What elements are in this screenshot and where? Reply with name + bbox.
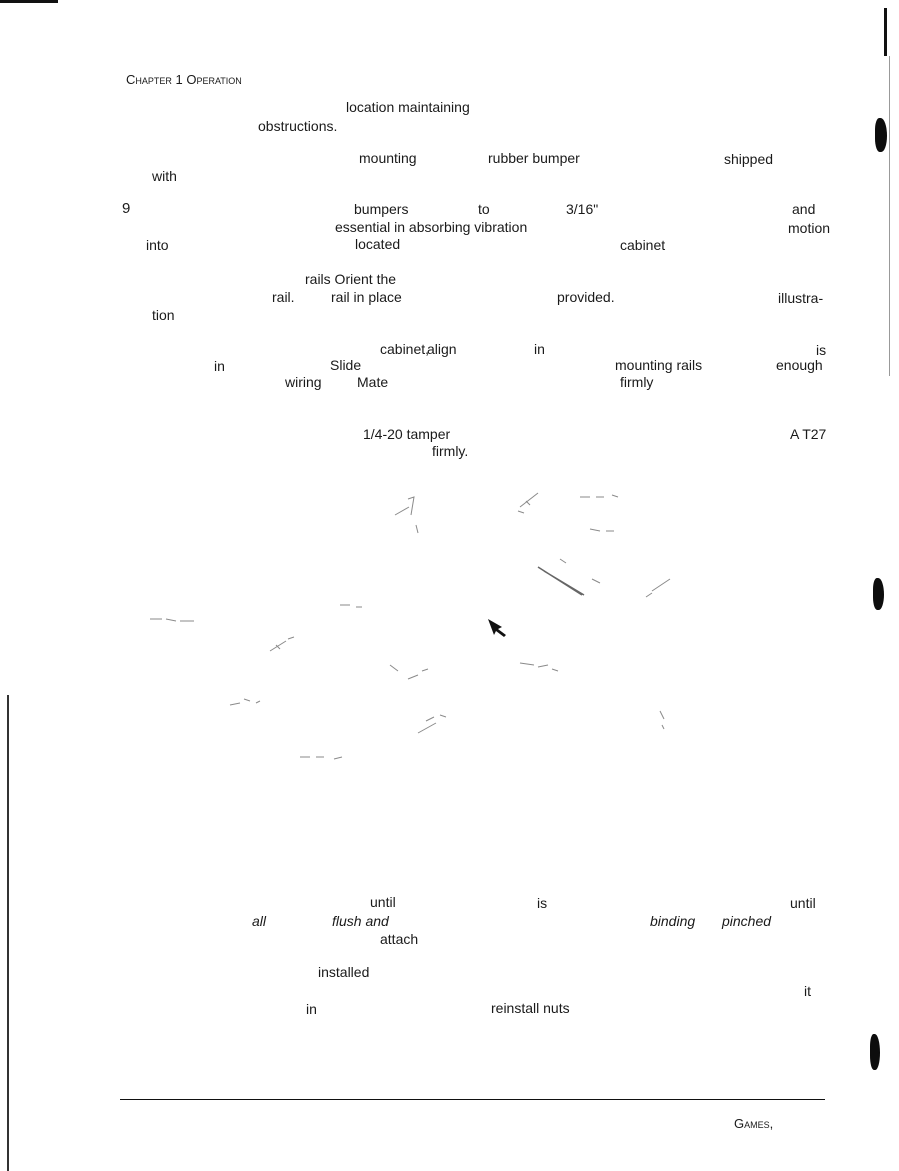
text-fragment: cabinet: [620, 237, 666, 253]
text-fragment: located: [355, 236, 401, 252]
binder-hole-2: [873, 578, 884, 610]
scan-edge-top-left: [0, 0, 58, 3]
chapter-heading: Chapter 1 Operation: [126, 72, 242, 87]
arrow-icon: [488, 619, 506, 637]
text-fragment: binding: [650, 913, 696, 929]
text-fragment: mounting: [359, 150, 417, 166]
text-fragment: rails Orient the: [305, 271, 397, 287]
text-fragment: Mate: [357, 374, 389, 390]
text-fragment: until: [370, 894, 396, 910]
footer-rule: [120, 1099, 825, 1100]
text-fragment: rail in place: [331, 289, 402, 305]
text-fragment: enough: [776, 357, 823, 373]
text-fragment: all: [252, 913, 267, 929]
scan-edge-right: [884, 8, 887, 56]
text-fragment: mounting rails: [615, 357, 703, 373]
text-fragment: rail.: [272, 289, 295, 305]
text-fragment: location maintaining: [346, 99, 470, 115]
binder-hole-1: [875, 118, 887, 152]
text-fragment: wiring: [285, 374, 322, 390]
text-fragment: tion: [152, 307, 175, 323]
text-fragment: and: [792, 201, 816, 217]
text-fragment: into: [146, 237, 169, 253]
text-fragment: with: [152, 168, 177, 184]
footer-brand: Games,: [734, 1116, 774, 1131]
text-fragment: is: [816, 342, 827, 358]
text-fragment: firmly: [620, 374, 654, 390]
text-fragment: bumpers: [354, 201, 409, 217]
text-fragment: flush and: [332, 913, 389, 929]
text-fragment: shipped: [724, 151, 774, 167]
text-fragment: in: [306, 1001, 317, 1017]
text-fragment: reinstall nuts: [491, 1000, 570, 1016]
rail-mounting-illustration: [140, 485, 700, 775]
text-fragment: motion: [788, 220, 831, 236]
text-fragment: cabinet,: [380, 341, 430, 357]
scan-edge-right-faint: [889, 56, 890, 376]
step-number: 9: [122, 200, 131, 217]
text-fragment: rubber bumper: [488, 150, 580, 166]
text-fragment: 1/4-20 tamper: [363, 426, 451, 442]
text-fragment: essential in absorbing vibration: [335, 219, 528, 235]
text-fragment: in: [214, 358, 225, 374]
text-fragment: until: [790, 895, 816, 911]
binder-hole-3: [870, 1034, 880, 1070]
text-fragment: 3/16": [566, 201, 599, 217]
text-fragment: is: [537, 895, 548, 911]
text-fragment: to: [478, 201, 490, 217]
text-fragment: installed: [318, 964, 370, 980]
text-fragment: pinched: [722, 913, 772, 929]
text-fragment: it: [804, 983, 811, 999]
text-fragment: align: [427, 341, 457, 357]
text-fragment: Slide: [330, 357, 362, 373]
text-fragment: firmly.: [432, 443, 469, 459]
text-fragment: illustra-: [778, 290, 824, 306]
scan-edge-left: [7, 695, 9, 1171]
text-fragment: provided.: [557, 289, 615, 305]
text-fragment: A T27: [790, 426, 827, 442]
text-fragment: obstructions.: [258, 118, 338, 134]
text-fragment: attach: [380, 931, 419, 947]
text-fragment: in: [534, 341, 545, 357]
